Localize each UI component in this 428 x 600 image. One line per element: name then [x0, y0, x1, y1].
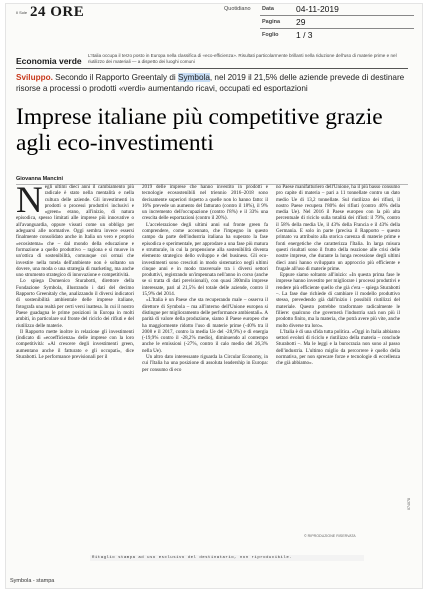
masthead: [16, 6, 136, 42]
body-column-1: [16, 184, 134, 562]
lead-tag: Sviluppo.: [16, 73, 53, 82]
data-value: 04-11-2019: [296, 4, 339, 14]
meta-divider: [260, 28, 414, 29]
body-column-2: [142, 184, 268, 562]
source-label: Symbola - stampa: [10, 578, 55, 584]
lead-text-1: Secondo il Rapporto Greentaly di: [52, 73, 179, 82]
copyright-note: © RIPRODUZIONE RISERVATA: [304, 534, 356, 538]
side-code: 074078: [407, 498, 411, 510]
paragraph: Eppure siamo soltanto all'inizio: «In questa prima fase le imprese hanno investito per migliorare i processi produttivi e rendere più efficiente quello che già c'era – spiega Sturabotti –. La fase due richiede di cambiare il modello produttivo stesso, prevedendo già dall'inizio i possibili riutilizzi del materiale. Questo potrebbe trasformare radicalmente le filiere: qualcuno che governerà l'industria sarà non più il prodotto finito, ma la materia, che potrà avere più vite, anche molto diverse tra loro».: [276, 272, 400, 329]
section-rule: [16, 68, 408, 69]
paragraph: Il Rapporto mette inoltre in relazione gli investimenti (indicato di «ecoefficienza» delle imprese con la loro competitività: «Al crescere degli investimenti green, aumentano anche il fatturato e gli occupati», dice Sturabotti. Le performance previsionali per il: [16, 328, 134, 361]
body-column-3: [276, 184, 400, 528]
lead-text-2: , nel 2019 il 21,5% delle aziende prevede di destinare risorse a processi o prodotti «verdi» aumentando ricavi, occupati ed esportazioni: [16, 73, 405, 93]
foglio-label: Foglio: [262, 32, 279, 38]
paragraph-text: egli ultimi dieci anni il cambiamento più radicale è stato nella mentalità e nella cultura delle aziende. Gli investimenti in prodotti o processi produttivi inclusivi e «green» erano, all'inizio, di natura episodica, spesso limitati alle imprese più innovative o all'avanguardia, oppure vissuti come un obbligo per adeguarsi alle normative. Oggi sembra invece essersi finalmente consolidato anche in Italia un vero e proprio «ecosistema» che – dal mondo della educazione e formazione a quello produttivo – ragiona e si muove in un'ottica di sostenibilità, comunque coi ormai che investire nella tutela dell'ambiente non è soltanto un dovere, una moda o una strategia di marketing, ma anche uno strumento strategico di innovazione e competitività.: [16, 184, 134, 279]
foglio-value: 1 / 3: [296, 30, 313, 40]
paragraph: «L'Italia è un Paese che sta recuperando male – osserva il direttore di Symbola – ma all'interno dell'Unione europea si distingue per miglioramento delle performance ambientali». A parità di valore della produzione, siamo il Paese europeo che ha maggiormente ridotto l'uso di materie prime (-40% tra il 2008 e il 2017, contro la media Ue del -28,9%) e di energia (-19,9% contro il -28,2% medio), diminuendo al contempo anche le emissioni (-27%, contro il calo medio del 26,3% nella Ue).: [142, 297, 268, 354]
data-label: Data: [262, 6, 274, 12]
lead-highlight: Symbola: [178, 73, 210, 82]
author-byline: Giovanna Mancini: [16, 176, 64, 182]
paragraph: [16, 184, 134, 278]
paragraph: Lo spiega Domenico Sturabotti, direttore della Fondazione Symbola, illustrando i dati del decimo Rapporto Greenitaly che, analizzando il diversi indicatori di sostenibilità ambientale delle imprese italiane, fotografa una realtà per certi versi inattesa. In cui il nostro Paese guadagna le prime posizioni in Europa in molti ambiti, in particolare sul fronte del riciclo dei rifiuti e del riutilizzo delle materie.: [16, 278, 134, 329]
paragraph: Un altro dato interessante riguarda la Circular Economy, in cui l'Italia ha una posizione di assoluta leadership in Europa: per consumo di eco: [142, 354, 268, 373]
article-lead: [16, 72, 408, 94]
pagina-label: Pagina: [262, 19, 281, 25]
quotidiano-label: Quotidiano: [224, 6, 251, 12]
clipping-footer: Ritaglio stampa ad uso esclusivo del destinatario, non riproducibile.: [90, 555, 364, 561]
clipping-metadata: [224, 4, 414, 44]
section-kicker: L'Italia occupa il terzo posto in Europa nella classifica di «eco-efficienza». Risultati particolarmente brillanti nella riduzione dell'uso di materie prime e nel riutilizzo dei materiali — a dispetto dei luoghi comuni: [88, 53, 397, 64]
paragraph: L'accelerazione degli ultimi anni sul fronte green fa comprendere, come accennato, che l'impegno in questo campo da parte dell'industria italiana ha superato la fase episodica e sperimentale, per approdare a una fase più matura e strutturale, in cui la propensione alla sostenibilità diventa elemento strategico dello sviluppo e del business. Gli eco-investimenti sono cresciuti in modo sistematico negli ultimi cinque anni e in modo trasversale tra i diversi settori produttivi, registrando un'impennata nell'anno in corso (anche se si tratta di dati previsionali), con quasi 300mila imprese interessate, pari al 21,5% del totale delle aziende, contro il 15,9% del 2014.: [142, 221, 268, 298]
masthead-small: Il Sole: [16, 10, 28, 15]
meta-divider: [260, 15, 414, 16]
article-headline: Imprese italiane più competitive grazie agli eco-investimenti: [16, 104, 383, 156]
section-title: Economia verde: [16, 56, 82, 66]
paragraph: 2019 delle imprese che hanno investito in prodotti e tecnologie ecosostenibili nel triennio 2016–2018 sono decisamente superiori rispetto a quelle non lo hanno fatto: il 16% prevede un aumento del fatturato (contro il 18%), il 9% un incremento dell'occupazione (contro l'8%) e il 33% una crescita delle esportazioni (contro il 20%).: [142, 184, 268, 222]
paragraph: no Paese manifatturiero dell'Unione, ha il più basso consumo pro capite di materia – pari a 11 tonnellate contro un dato medio Ue di 13,2 tonnellate. Sul riutilizzo dei rifiuti, il nostro Paese recupera l'80% dei rifiuti (contro 40% della media Ue). Nel 2016 il Paese europeo con la più alta percentuale di riciclo sulla totalità dei rifiuti: il 79%, contro il 58% della media Ue, il 43% della Francia e il 43% della Germania. E solo in parte (precisa il Rapporto – questo primato va attribuito alla storica carenza di materie prime e fonti energetiche che caratterizza l'Italia. In larga misura questi risultati sono il frutto della reazione alle crisi delle nostre imprese, che durante la lunga recessione degli ultimi dieci anni hanno sviluppato un approccio più efficiente e frugale all'uso di materie prime.: [276, 184, 400, 272]
paragraph: L'Italia è di una sfida tutta politica. «Oggi in Italia abbiamo settori evoluti di riciclo e riutilizzo della materia – conclude Sturabotti –. Ma le leggi e la burocrazia non sono al passo dell'industria. L'ultimo miglio da percorrere è quello della normativa, per non sprecare forze e tecnologie di eccellenza che già abbiamo».: [276, 328, 400, 367]
drop-cap: N: [16, 184, 43, 221]
pagina-value: 29: [296, 17, 306, 27]
masthead-logo: 24 ORE: [30, 4, 85, 20]
